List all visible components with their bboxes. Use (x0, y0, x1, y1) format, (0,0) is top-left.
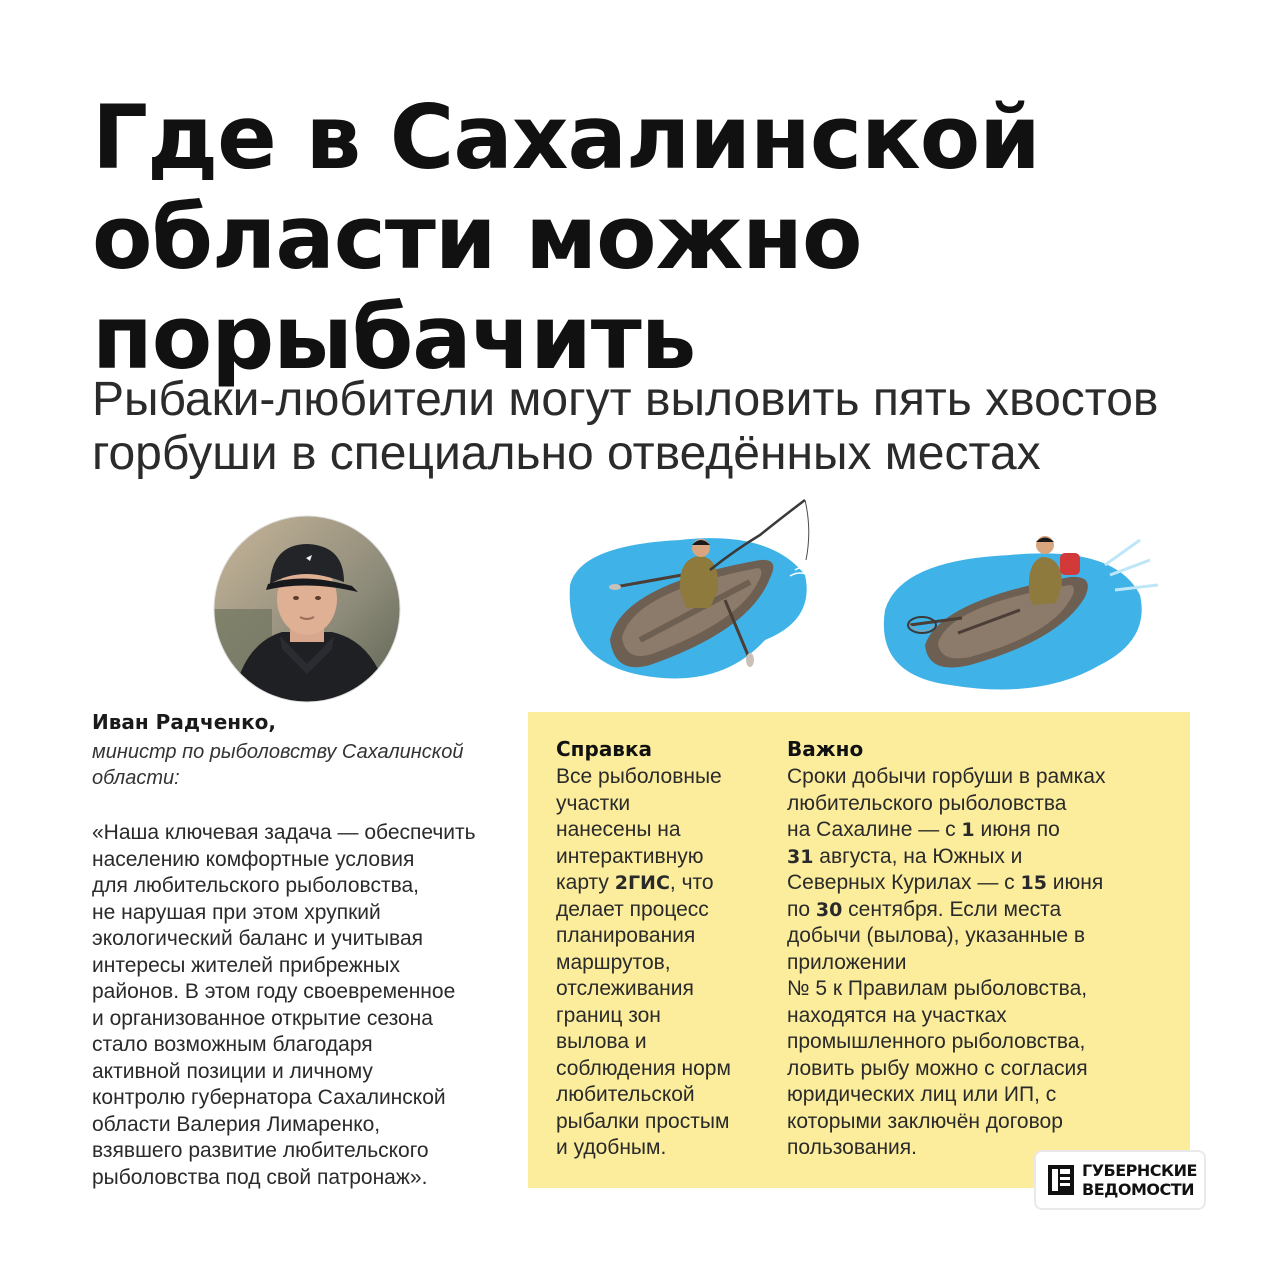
quote-line: районов. В этом году своевременное (92, 980, 456, 1003)
important-text-part: по (787, 897, 816, 921)
reference-line: маршрутов, (556, 950, 671, 974)
reference-line: границ зон (556, 1003, 661, 1027)
quote-line: контролю губернатора Сахалинской (92, 1086, 446, 1109)
important-line: юридических лиц или ИП, с (787, 1083, 1057, 1106)
important-line: № 5 к Правилам рыболовства, (787, 977, 1088, 1000)
subheadline (92, 373, 1212, 481)
quote-line: области Валерия Лимаренко, (92, 1112, 381, 1136)
important-line: пользования. (787, 1136, 917, 1159)
reference-line (556, 870, 731, 897)
reference-line: отслеживания (556, 977, 694, 1000)
author-role-line: министр по рыболовству Сахалинской (92, 741, 464, 763)
quote-line: стало возможным благодаря (92, 1033, 373, 1056)
quote-line: не нарушая при этом хрупкий (92, 900, 381, 924)
date-highlight: 1 (961, 819, 975, 841)
info-box (528, 712, 1190, 1188)
motorboat-illustration (870, 515, 1160, 700)
important-line (787, 870, 1106, 897)
important-text-part: августа, на Южных и (813, 844, 1023, 868)
important-text-part: на Сахалине — с (787, 818, 962, 841)
reference-heading: Справка (556, 737, 653, 761)
important-line: которыми заключён договор (787, 1109, 1063, 1133)
date-highlight: 15 (1020, 872, 1047, 894)
reference-line: любительской (556, 1083, 695, 1106)
author-name: Иван Радченко, (92, 710, 277, 734)
important-line: находятся на участках (787, 1003, 1007, 1027)
reference-line: делает процесс (556, 897, 709, 921)
date-highlight: 30 (815, 898, 843, 921)
quote-line: взявшего развитие любительского (92, 1139, 429, 1162)
important-line (787, 817, 1106, 844)
important-line (787, 844, 1106, 871)
logo-line: ВЕДОМОСТИ (1082, 1180, 1195, 1199)
headline-line: порыбачить (92, 286, 696, 389)
important-line (787, 897, 1106, 924)
reference-line: соблюдения норм (556, 1056, 731, 1080)
reference-line: рыбалки простым (556, 1109, 730, 1133)
date-highlight: 31 (787, 845, 814, 868)
logo-mark-icon (1048, 1165, 1074, 1195)
reference-line: планирования (556, 924, 696, 947)
minister-quote (92, 820, 522, 1191)
reference-line: и удобным. (556, 1136, 667, 1159)
2gis-highlight: 2ГИС (614, 872, 670, 894)
important-line: ловить рыбу можно с согласия (787, 1056, 1088, 1080)
headline (92, 88, 1192, 388)
reference-line: участки (556, 791, 631, 815)
reference-text-part: , что (669, 871, 714, 894)
author-role (92, 739, 512, 791)
important-line: промышленного рыболовства, (787, 1030, 1086, 1053)
headline-line: Где в Сахалинской (92, 86, 1040, 189)
important-text (787, 764, 1106, 1162)
important-heading: Важно (787, 737, 864, 761)
quote-line: «Наша ключевая задача — обеспечить (92, 821, 476, 844)
logo-line: ГУБЕРНСКИЕ (1082, 1161, 1197, 1180)
important-line: Сроки добычи горбуши в рамках (787, 765, 1106, 788)
quote-line: для любительского рыболовства, (92, 874, 420, 897)
reference-line: Все рыболовные (556, 765, 722, 788)
subheadline-line: Рыбаки-любители могут выловить пять хвостов (92, 373, 1159, 426)
reference-line: нанесены на (556, 818, 681, 841)
reference-line: вылова и (556, 1030, 647, 1053)
quote-line: и организованное открытие сезона (92, 1006, 433, 1030)
important-text-part: июня по (974, 818, 1060, 841)
logo-wordmark (1082, 1161, 1197, 1199)
important-text-part: июня (1046, 871, 1104, 894)
boat-fishing-illustration (560, 490, 820, 690)
quote-line: интересы жителей прибрежных (92, 953, 400, 977)
subheadline-line: горбуши в специально отведённых местах (92, 427, 1041, 480)
quote-line: активной позиции и личному (92, 1059, 373, 1083)
reference-line: интерактивную (556, 844, 704, 868)
important-line: любительского рыболовства (787, 791, 1067, 815)
quote-line: рыболовства под свой патронаж». (92, 1165, 428, 1189)
headline-line: области можно (92, 186, 862, 289)
important-text-part: Северных Курилах — с (787, 871, 1021, 894)
quote-line: населению комфортные условия (92, 847, 415, 871)
publisher-logo (1036, 1152, 1204, 1208)
quote-line: экологический баланс и учитывая (92, 927, 424, 950)
author-role-line: области: (92, 767, 180, 789)
reference-text-part: карту (556, 871, 615, 894)
important-line: добычи (вылова), указанные в (787, 924, 1086, 947)
important-text-part: сентября. Если места (842, 897, 1062, 921)
important-line: приложении (787, 950, 907, 974)
minister-portrait (212, 514, 402, 704)
reference-text (556, 764, 731, 1162)
